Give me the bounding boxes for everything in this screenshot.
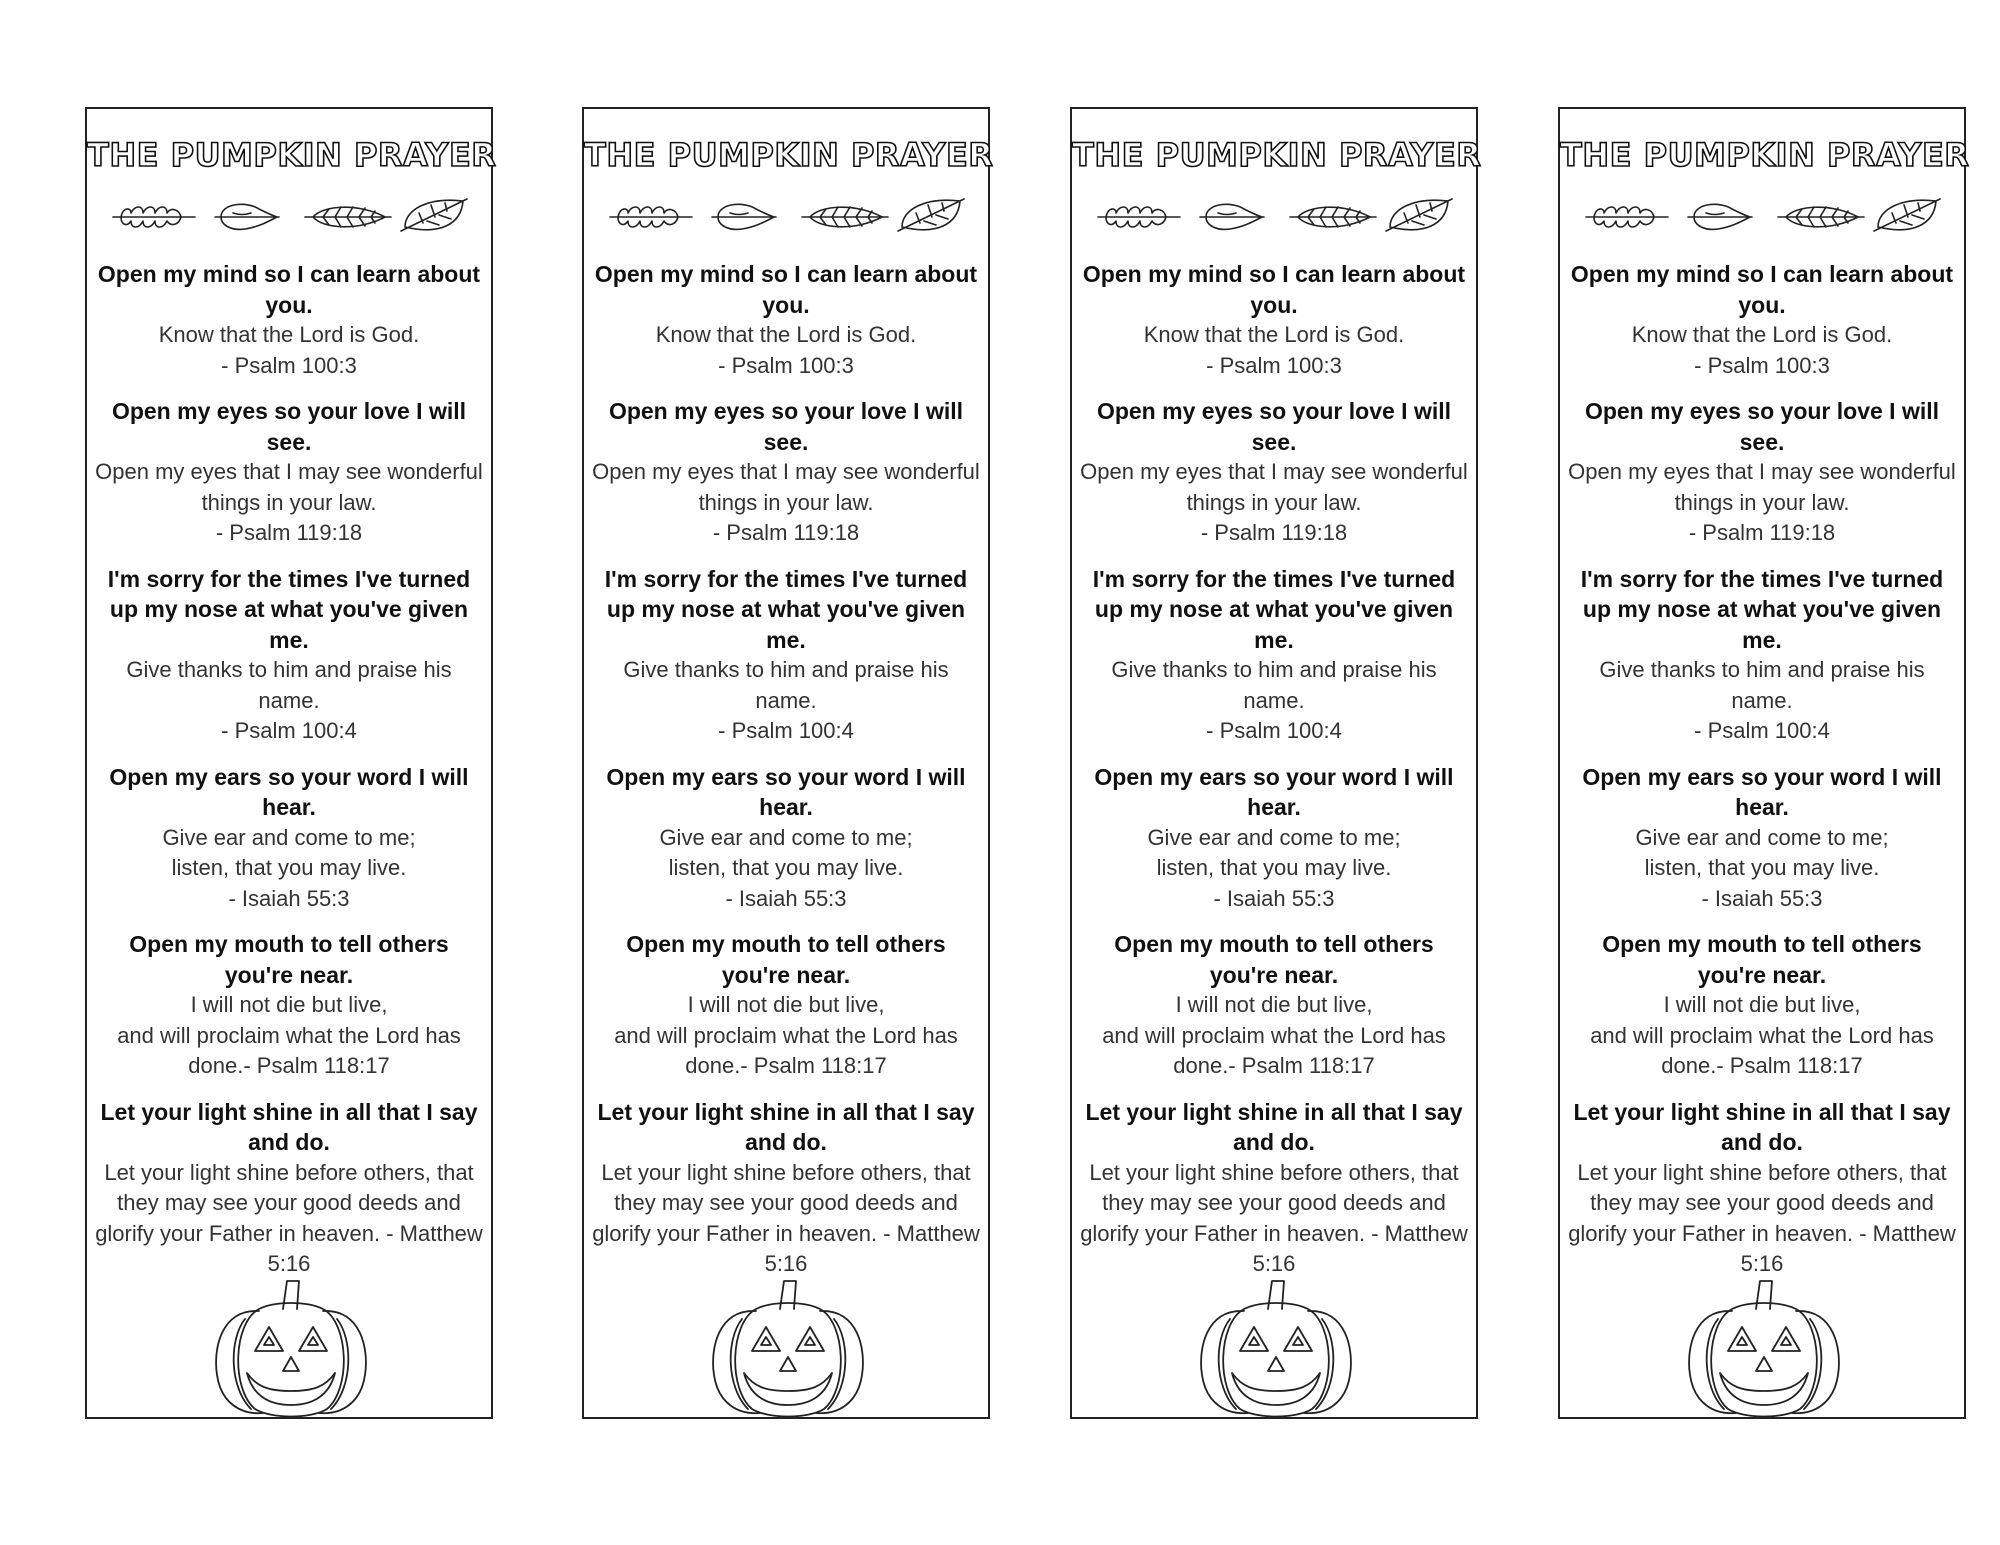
prayer-section [95,929,483,1082]
bookmark-title: THE PUMPKIN PRAYER [87,136,497,174]
prayer-line: Open my ears so your word I will hear. [606,763,966,820]
bookmark-3 [1070,107,1482,1419]
prayer-line: Let your light shine in all that I say and do. [1085,1098,1463,1155]
prayer-line: Open my mouth to tell others you're near. [129,931,449,988]
scripture-verse: Give ear and come to me; listen, that you may live. - Isaiah 55:3 [1147,824,1401,911]
prayer-line: Open my eyes so your love I will see. [111,398,467,455]
scripture-verse: Know that the Lord is God. - Psalm 100:3 [1143,322,1405,378]
prayer-line: Open my mouth to tell others you're near. [1602,931,1922,988]
prayer-section [1568,396,1956,549]
prayer-section [1568,564,1956,747]
prayer-line: Open my mind so I can learn about you. [594,261,978,318]
prayer-line: I'm sorry for the times I've turned up my nose at what you've given me. [107,565,471,653]
jack-o-lantern-icon [708,1279,868,1417]
jack-o-lantern-icon [211,1279,371,1417]
prayer-section [1568,762,1956,915]
scripture-verse: Give ear and come to me; listen, that you may live. - Isaiah 55:3 [162,824,416,911]
prayer-section [1080,762,1468,915]
scripture-verse: I will not die but live, and will proclaim what the Lord has done.- Psalm 118:17 [1102,992,1446,1078]
prayer-list [592,259,980,1295]
autumn-leaves-icon [1094,193,1458,239]
bookmark-1 [85,107,497,1419]
bookmark-title: THE PUMPKIN PRAYER [1072,136,1482,174]
bookmark-title: THE PUMPKIN PRAYER [1560,136,1970,174]
scripture-verse: Know that the Lord is God. - Psalm 100:3 [158,322,420,378]
prayer-list [95,259,483,1295]
prayer-section [592,929,980,1082]
prayer-line: Let your light shine in all that I say and do. [597,1098,975,1155]
scripture-verse: Give thanks to him and praise his name. - Psalm 100:4 [126,657,452,743]
scripture-verse: Give thanks to him and praise his name. - Psalm 100:4 [1111,657,1437,743]
scripture-verse: Let your light shine before others, that they may see your good deeds and glorify your Father in heaven. - Matthew 5:16 [1080,1159,1468,1276]
prayer-line: Open my eyes so your love I will see. [608,398,964,455]
scripture-verse: Let your light shine before others, that they may see your good deeds and glorify your Father in heaven. - Matthew 5:16 [95,1159,483,1276]
scripture-verse: Know that the Lord is God. - Psalm 100:3 [655,322,917,378]
bookmark-title: THE PUMPKIN PRAYER [584,136,994,174]
scripture-verse: I will not die but live, and will proclaim what the Lord has done.- Psalm 118:17 [117,992,461,1078]
bookmark-2 [582,107,994,1419]
scripture-verse: Open my eyes that I may see wonderful things in your law. - Psalm 119:18 [592,459,980,545]
prayer-section [1568,259,1956,381]
prayer-section [592,564,980,747]
prayer-line: Open my ears so your word I will hear. [109,763,469,820]
scripture-verse: Give ear and come to me; listen, that you may live. - Isaiah 55:3 [1635,824,1889,911]
prayer-section [1568,1097,1956,1280]
jack-o-lantern-icon [1196,1279,1356,1417]
prayer-line: Open my eyes so your love I will see. [1096,398,1452,455]
prayer-line: Let your light shine in all that I say and do. [100,1098,478,1155]
scripture-verse: Give ear and come to me; listen, that you may live. - Isaiah 55:3 [659,824,913,911]
prayer-line: I'm sorry for the times I've turned up my nose at what you've given me. [604,565,968,653]
prayer-section [1080,929,1468,1082]
prayer-section [592,762,980,915]
prayer-section [1568,929,1956,1082]
prayer-section [95,396,483,549]
prayer-line: Open my mouth to tell others you're near. [626,931,946,988]
prayer-line: Open my mouth to tell others you're near. [1114,931,1434,988]
prayer-section [95,564,483,747]
prayer-section [95,762,483,915]
prayer-line: Open my eyes so your love I will see. [1584,398,1940,455]
scripture-verse: Open my eyes that I may see wonderful things in your law. - Psalm 119:18 [1080,459,1468,545]
prayer-line: Let your light shine in all that I say and do. [1573,1098,1951,1155]
prayer-section [1080,259,1468,381]
prayer-list [1568,259,1956,1295]
prayer-section [592,1097,980,1280]
prayer-section [1080,564,1468,747]
scripture-verse: I will not die but live, and will proclaim what the Lord has done.- Psalm 118:17 [614,992,958,1078]
prayer-line: Open my mind so I can learn about you. [1570,261,1954,318]
prayer-line: Open my mind so I can learn about you. [1082,261,1466,318]
prayer-line: Open my mind so I can learn about you. [97,261,481,318]
scripture-verse: Know that the Lord is God. - Psalm 100:3 [1631,322,1893,378]
scripture-verse: I will not die but live, and will proclaim what the Lord has done.- Psalm 118:17 [1590,992,1934,1078]
prayer-line: I'm sorry for the times I've turned up my nose at what you've given me. [1092,565,1456,653]
scripture-verse: Let your light shine before others, that they may see your good deeds and glorify your Father in heaven. - Matthew 5:16 [1568,1159,1956,1276]
prayer-section [592,259,980,381]
scripture-verse: Open my eyes that I may see wonderful things in your law. - Psalm 119:18 [1568,459,1956,545]
prayer-section [1080,1097,1468,1280]
jack-o-lantern-icon [1684,1279,1844,1417]
prayer-list [1080,259,1468,1295]
prayer-section [592,396,980,549]
scripture-verse: Let your light shine before others, that they may see your good deeds and glorify your Father in heaven. - Matthew 5:16 [592,1159,980,1276]
prayer-line: Open my ears so your word I will hear. [1094,763,1454,820]
scripture-verse: Give thanks to him and praise his name. - Psalm 100:4 [623,657,949,743]
scripture-verse: Give thanks to him and praise his name. - Psalm 100:4 [1599,657,1925,743]
scripture-verse: Open my eyes that I may see wonderful things in your law. - Psalm 119:18 [95,459,483,545]
prayer-section [95,1097,483,1280]
prayer-line: I'm sorry for the times I've turned up my nose at what you've given me. [1580,565,1944,653]
autumn-leaves-icon [606,193,970,239]
prayer-line: Open my ears so your word I will hear. [1582,763,1942,820]
prayer-section [1080,396,1468,549]
bookmark-4 [1558,107,1970,1419]
autumn-leaves-icon [109,193,473,239]
prayer-section [95,259,483,381]
autumn-leaves-icon [1582,193,1946,239]
